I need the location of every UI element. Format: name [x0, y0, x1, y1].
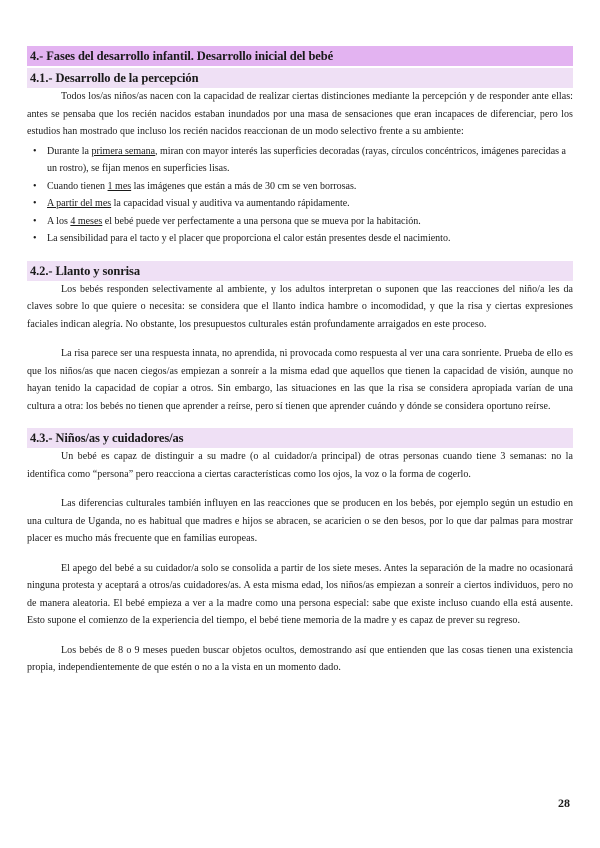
list-item: • A partir del mes la capacidad visual y auditiva va aumentando rápidamente.: [27, 195, 573, 213]
bullet-icon: •: [33, 145, 37, 157]
list-item: • La sensibilidad para el tacto y el placer que proporciona el calor están presentes desde el nacimiento.: [27, 230, 573, 248]
section-heading: 4.- Fases del desarrollo infantil. Desarrollo inicial del bebé: [27, 46, 573, 66]
page-number: 28: [558, 796, 570, 810]
list-item: • Durante la primera semana, miran con mayor interés las superficies decoradas (rayas, círculos concéntricos, imágenes parecidas a un rostro), se fijan menos en superficies lisas.: [27, 143, 573, 178]
bullet-icon: •: [33, 198, 37, 209]
subsection-heading-crying: 4.2.- Llanto y sonrisa: [27, 261, 573, 281]
perception-bullet-list: [27, 143, 573, 248]
caregivers-paragraph-4: Los bebés de 8 o 9 meses pueden buscar objetos ocultos, demostrando así que entienden que las cosas tienen una existencia propia, independientemente de que estén o no a la vista en un momento dado.: [27, 644, 573, 673]
crying-paragraph-2: La risa parece ser una respuesta innata, no aprendida, ni provocada como respuesta al ver una cara sonriente. Prueba de ello es que los niños/as que nacen ciegos/as empiezan a sonreír a la misma edad que aquellos que tienen la capacidad de visión, aunque no hayan tenido la capacidad de copiar a otros. Sin embargo, las situaciones en las que la risa se considera apropiada varían de una cultura a otra: los bebés no tienen que aprender a reírse, pero sí tienen que aprender cuándo y dónde se considera oportuno reírse.: [27, 348, 573, 412]
subsection-heading-caregivers: 4.3.- Niños/as y cuidadores/as: [27, 428, 573, 448]
bullet-icon: •: [33, 215, 37, 227]
list-item: • A los 4 meses el bebé puede ver perfectamente a una persona que se mueva por la habitación.: [27, 213, 573, 231]
caregivers-paragraph-2: Las diferencias culturales también influyen en las reacciones que se producen en los bebés, por ejemplo según un estudio en una cultura de Uganda, no es habitual que madres e hijos se abracen, se acaricien o se den besos, por lo que dar palmas para mostrar placer es mucho más frecuente que en familias europeas.: [27, 498, 573, 544]
bullet-icon: •: [33, 180, 37, 192]
bullet-icon: •: [33, 233, 37, 244]
caregivers-paragraph-3: El apego del bebé a su cuidador/a solo se consolida a partir de los siete meses. Antes la separación de la madre no ocasionará ninguna protesta y aceptará a otros/as cuidadores/as. A esta misma edad, los niños/as empiezan a sonreír a ciertos individuos, pero no de manera aleatoria. El bebé empieza a ver a la madre como una persona especial: sabe que existe incluso cuando ella está ausente. Esto supone el comienzo de la experiencia del tiempo, el bebé tiene memoria de la madre y es capaz de prever su regreso.: [27, 562, 573, 626]
perception-paragraph: Todos los/as niños/as nacen con la capacidad de realizar ciertas distinciones mediante la percepción y de responder ante ellas: antes se pensaba que los recién nacidos estaban inundados por una masa de sensaciones que eran incapaces de diferenciar, pero los estudios han mostrado que incluso los recién nacidos reaccionan de un modo selectivo frente a su ambiente:: [27, 91, 573, 137]
document-page: [27, 46, 573, 677]
subsection-heading-perception: 4.1.- Desarrollo de la percepción: [27, 68, 573, 88]
caregivers-paragraph-1: Un bebé es capaz de distinguir a su madre (o al cuidador/a principal) de otras personas cuando tiene 3 semanas: no la identifica como “persona” pero reacciona a ciertas características como los ojos, la voz o la forma de cogerlo.: [27, 451, 573, 480]
crying-paragraph-1: Los bebés responden selectivamente al ambiente, y los adultos interpretan o suponen que las reacciones del niño/a les da claves sobre lo que quiere o necesita: se considera que el llanto indica hambre o incomodidad, y que la risa y ciertas expresiones faciales indican alegría. No obstante, los presupuestos culturales están profundamente arraigados en este proceso.: [27, 283, 573, 330]
list-item: • Cuando tienen 1 mes las imágenes que están a más de 30 cm se ven borrosas.: [27, 178, 573, 196]
